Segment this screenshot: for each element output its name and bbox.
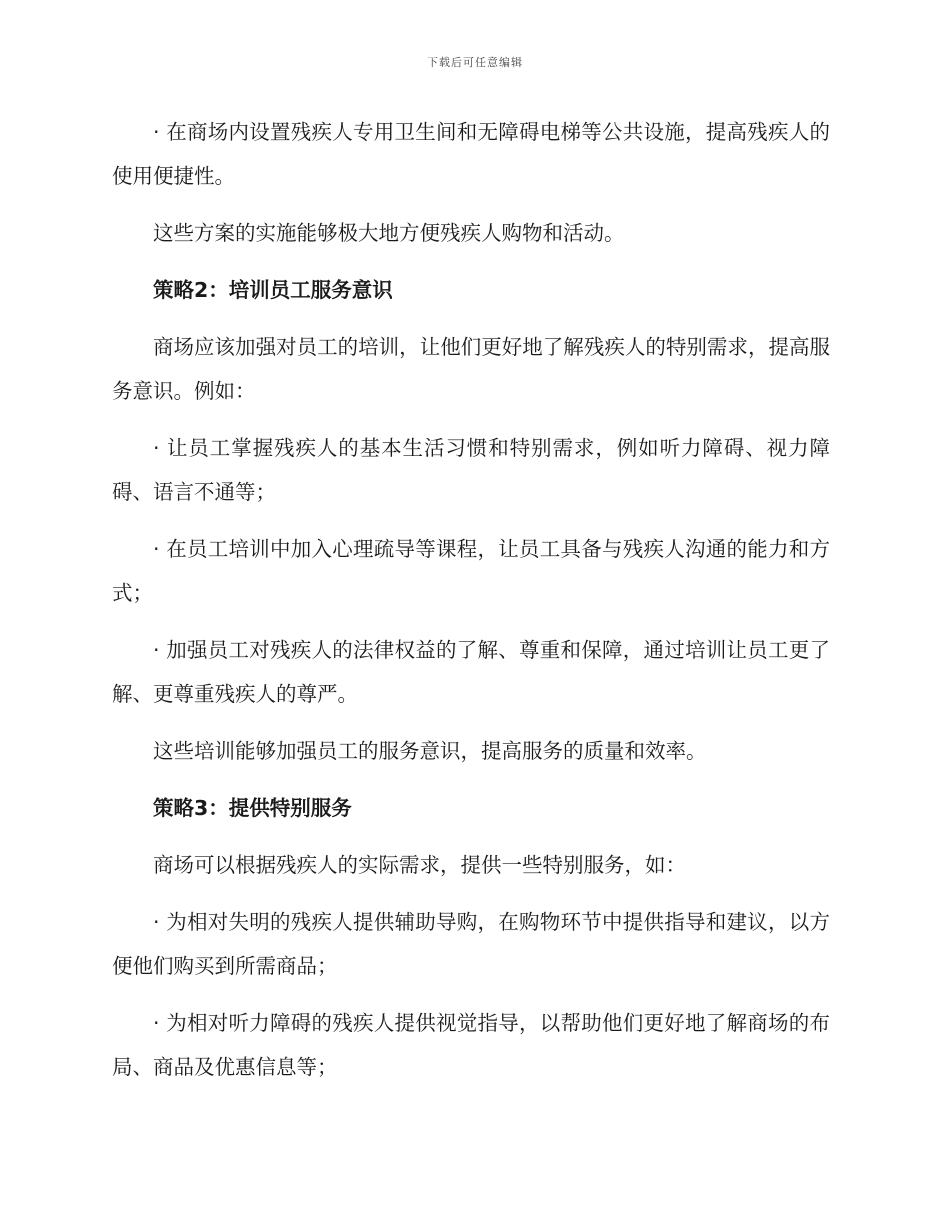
section-heading: 策略2：培训员工服务意识 (153, 278, 393, 302)
section-heading: 策略3：提供特别服务 (153, 796, 352, 820)
bullet-paragraph: · 让员工掌握残疾人的基本生活习惯和特别需求，例如听力障碍、视力障碍、语言不通等； (112, 436, 830, 504)
bullet-paragraph: · 为相对失明的残疾人提供辅助导购，在购物环节中提供指导和建议，以方便他们购买到所需商品； (112, 910, 830, 978)
page-header: 下载后可任意编辑 (427, 56, 523, 69)
body-paragraph: 商场应该加强对员工的培训，让他们更好地了解残疾人的特别需求，提高服务意识。例如： (112, 335, 830, 403)
body-paragraph: 这些培训能够加强员工的服务意识，提高服务的质量和效率。 (153, 739, 707, 763)
bullet-paragraph: · 在员工培训中加入心理疏导等课程，让员工具备与残疾人沟通的能力和方式； (112, 537, 830, 605)
bullet-paragraph: · 加强员工对残疾人的法律权益的了解、尊重和保障，通过培训让员工更了解、更尊重残疾人的尊严。 (112, 638, 830, 706)
body-paragraph: 这些方案的实施能够极大地方便残疾人购物和活动。 (153, 221, 625, 245)
bullet-paragraph: · 在商场内设置残疾人专用卫生间和无障碍电梯等公共设施，提高残疾人的使用便捷性。 (112, 120, 830, 188)
bullet-paragraph: · 为相对听力障碍的残疾人提供视觉指导，以帮助他们更好地了解商场的布局、商品及优惠信息等； (112, 1011, 830, 1079)
document-body (112, 110, 830, 1102)
body-paragraph: 商场可以根据残疾人的实际需求，提供一些特别服务，如： (153, 853, 686, 877)
